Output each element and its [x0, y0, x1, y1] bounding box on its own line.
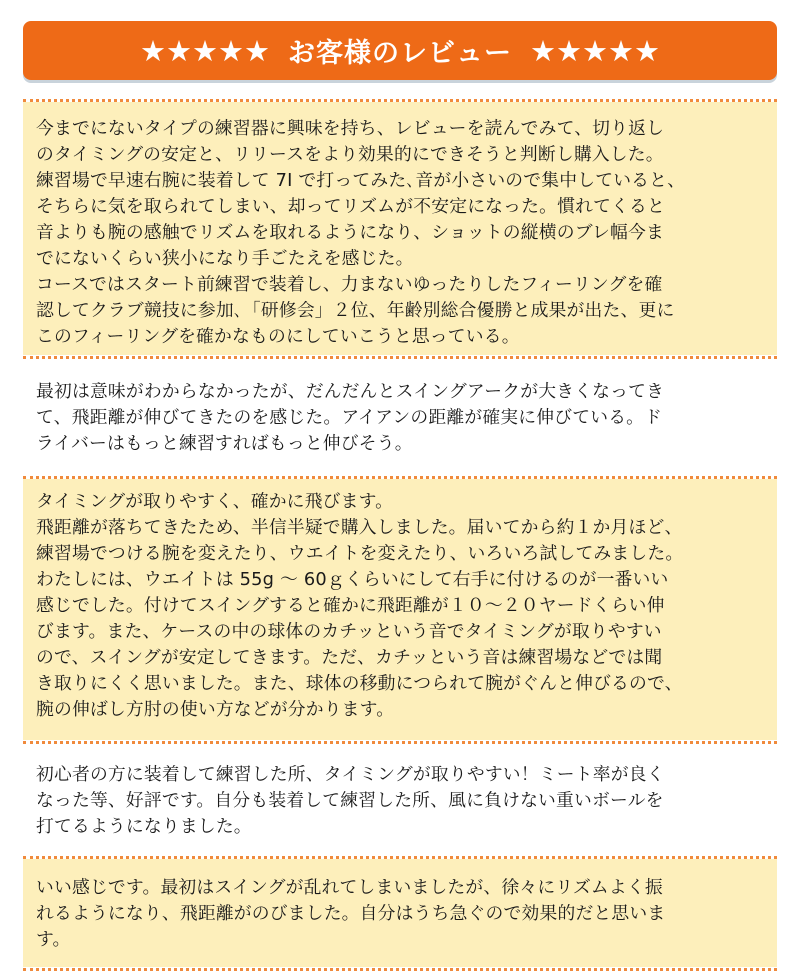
star-rating-icon: ★★★★★	[530, 33, 660, 68]
dotted-divider	[23, 741, 777, 744]
review-item	[23, 369, 777, 469]
review-item	[23, 859, 777, 967]
review-item	[23, 102, 777, 355]
review-text: 今までにないタイプの練習器に興味を持ち、レビューを読んでみて、切り返し のタイミングの安定と、リリースをより効果的にできそうと判断し購入した。 練習場で早速右腕に装着して 7I で打ってみた､音が小さいので集中していると、 そちらに気を取られてしまい、却ってリズムが不安定になった。慣れてくると 音よりも腕の感触でリズムを取れるようになり、ショットの縦横のブレ幅今ま でにないくらい狭小になり手ごたえを感じた。 コースではスタート前練習で装着し、力まないゆったりしたフィーリングを確 認してクラブ競技に参加､「研修会」２位、年齢別総合優勝と成果が出た、更に このフィーリングを確かなものにしていこうと思っている。	[36, 118, 686, 347]
dotted-divider	[23, 968, 777, 971]
review-text: タイミングが取りやすく、確かに飛びます。 飛距離が落ちてきたため、半信半疑で購入しました。届いてから約１か月ほど、 練習場でつける腕を変えたり、ウエイトを変えたり、いろいろ試してみました。 わたしには、ウエイトは 55g 〜 60ｇくらいにして右手に付けるのが一番いい 感じでした。付けてスイングすると確かに飛距離が１０〜２０ヤードくらい伸 びます。また、ケースの中の球体のカチッという音でタイミングが取りやすい ので、スイングが安定してきます。ただ、カチッという音は練習場などでは聞 き取りにくく思いました。また、球体の移動につられて腕がぐんと伸びるので、 腕の伸ばし方肘の使い方などが分かります。	[36, 491, 684, 720]
reviews-header-banner	[23, 21, 777, 80]
review-item	[23, 752, 777, 848]
page-title: お客様のレビュー	[288, 38, 512, 69]
review-text: 初心者の方に装着して練習した所、タイミングが取りやすい！ミート率が良く なった等、好評です。自分も装着して練習した所、風に負けない重いボールを 打てるようになりました。	[36, 764, 665, 837]
dotted-divider	[23, 356, 777, 359]
review-text: 最初は意味がわからなかったが、だんだんとスイングアークが大きくなってき て、飛距離が伸びてきたのを感じた。アイアンの距離が確実に伸びている。ド ライバーはもっと練習すればもっと伸びそう。	[36, 381, 665, 454]
review-item	[23, 479, 777, 740]
review-text: いい感じです。最初はスイングが乱れてしまいましたが、徐々にリズムよく振 れるようになり、飛距離がのびました。自分はうち急ぐので効果的だと思いま す。	[36, 877, 666, 950]
star-rating-icon: ★★★★★	[140, 33, 270, 68]
